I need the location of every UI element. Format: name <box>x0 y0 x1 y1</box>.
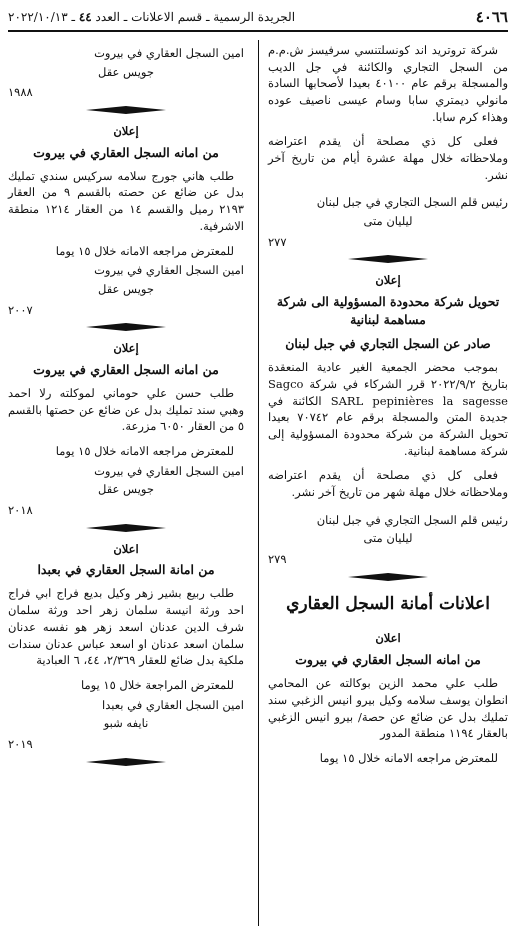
objection-text: للمعترض مراجعه الامانه خلال ١٥ يوما <box>55 243 234 258</box>
signatory-name: جويس عقل <box>98 64 154 79</box>
signatory-title: امين السجل العقاري في بيروت <box>94 463 244 478</box>
objection-text: للمعترض مراجعه الامانه خلال ١٥ يوما <box>319 750 498 765</box>
objection-text: فعلى كل ذي مصلحة أن يقدم اعتراضه وملاحظاته خلال مهلة عشرة أيام من تاريخ آخر نشر. <box>268 134 508 182</box>
notice-label: إعلان <box>375 273 401 288</box>
notice-title: من امانة السجل العقاري في بعبدا <box>37 562 215 578</box>
separator-ornament <box>8 521 244 533</box>
page-header <box>8 6 508 32</box>
notice-body: طلب ربيع بشير زهر وكيل بديع فراج ابي فراج احد ورثة انيسة سلمان زهر احد ورثة سلمان شرف الدين عدنان اسعد زهر هو نفسه عدنان سلمان اسعد عدنان او اسعد عباس عدنان سندات ملكية بدل ضائع للعقار ٢/٣٦٩، ٤٤، ٦ العبادية <box>8 586 244 668</box>
signatory-title: رئيس قلم السجل التجاري في جبل لبنان <box>316 195 508 210</box>
notice-number: ٢٠١٨ <box>8 503 33 518</box>
gazette-title: الجريدة الرسمية ـ قسم الاعلانات ـ العدد <box>95 10 296 25</box>
separator-ornament <box>8 103 244 115</box>
signatory-name: جويس عقل <box>98 281 154 296</box>
right-column <box>268 42 508 767</box>
notice-title: من امانه السجل العقاري في بيروت <box>295 652 481 668</box>
signatory-title: رئيس قلم السجل التجاري في جبل لبنان <box>316 512 508 527</box>
notice-title: تحويل شركة محدودة المسؤولية الى شركة مساهمة لبنانية <box>276 294 500 328</box>
notice-label: إعلان <box>113 124 139 139</box>
notice-number: ٢٠١٩ <box>8 736 33 751</box>
issue-number: ٤٤ <box>78 10 92 25</box>
signatory-name: ليليان متى <box>363 214 413 229</box>
notice-body: شركة تروتريد اند كونسلتنسي سرفيسز ش.م.م من السجل التجاري والكائنة في جل الديب والمسجلة برقم عام ٤٠١٠٠ بعيدا لأصحابها السادة مانولي ديمتري سابا وسام عيسى ناصيف عوده وهذاء كرم سابا. <box>268 43 508 124</box>
page-number: ٤٠٦٦ <box>475 8 508 27</box>
separator-ornament <box>8 755 244 767</box>
signatory-title: امين السجل العقاري في بيروت <box>94 263 244 278</box>
signatory-title: امين السجل العقاري في بيروت <box>94 46 244 60</box>
notice-number: ٢٧٩ <box>268 552 287 567</box>
notice-label: اعلان <box>375 631 401 646</box>
objection-text: للمعترض مراجعه الامانه خلال ١٥ يوما <box>55 444 234 458</box>
separator-ornament <box>8 320 244 332</box>
header-title <box>8 9 295 26</box>
notice-body: بموجب محضر الجمعية الغير عادية المنعقدة بتاريخ ٢٠٢٢/٩/٢ قرر الشركاء في شركة Sagco SARL pepinières la sagesse الكائنة في جديدة المتن والمسجلة برقم عام ٧٠٧٤٢ بعيدا تحويل الشركة من شركة محدودة المسؤولية إلى شركة مساهمة لبنانية. <box>268 360 509 458</box>
notice-number: ١٩٨٨ <box>8 85 33 100</box>
signatory-name: نايفه شبو <box>103 716 149 731</box>
signatory-name: جويس عقل <box>98 482 154 497</box>
notice-label: إعلان <box>113 341 139 356</box>
separator-ornament <box>268 252 508 264</box>
signatory-name: ليليان متى <box>363 531 413 546</box>
separator-ornament <box>268 570 508 582</box>
signatory-title: امين السجل العقاري في بعبدا <box>102 697 244 712</box>
notice-number: ٢٧٧ <box>268 234 287 249</box>
issue-date: ـ ٢٠٢٢/١٠/١٣ <box>8 10 75 25</box>
section-title: اعلانات أمانة السجل العقاري <box>286 593 490 614</box>
notice-number: ٢٠٠٧ <box>8 302 33 317</box>
notice-body: طلب هاني جورج سلامه سركيس سندي تمليك بدل عن ضائع عن حصته بالقسم ٩ من العقار ٢١٩٣ رميل والقسم ١٤ من العقار ١٢١٤ منطقة الاشرفية. <box>8 168 244 233</box>
column-divider <box>258 40 259 926</box>
objection-text: فعلى كل ذي مصلحة أن يقدم اعتراضه وملاحظاته خلال مهلة شهر من تاريخ آخر نشر. <box>268 468 508 500</box>
notice-title: من امانه السجل العقاري في بيروت <box>33 144 219 160</box>
notice-body: طلب حسن علي حوماني لموكلته رلا احمد وهبي سند تمليك بدل عن ضائع عن حصتها بالقسم ٥ من العقار ٦٠٥٠ مزرعة. <box>8 385 244 434</box>
notice-body: طلب علي محمد الزين بوكالته عن المحامي انطوان يوسف سلامه وكيل بيرو انيس الزغبي سند تمليك بدل عن ضائع عن حصة/ بيرو انيس الزغبي بالعقار ١١٩٤ منطقة المدور <box>268 676 508 741</box>
notice-title: من امانه السجل العقاري في بيروت <box>33 361 219 377</box>
objection-text: للمعترض المراجعة خلال ١٥ يوما <box>80 677 234 692</box>
notice-label: اعلان <box>113 541 139 556</box>
notice-subtitle: صادر عن السجل التجاري في جبل لبنان <box>285 336 491 352</box>
left-column <box>8 42 244 769</box>
